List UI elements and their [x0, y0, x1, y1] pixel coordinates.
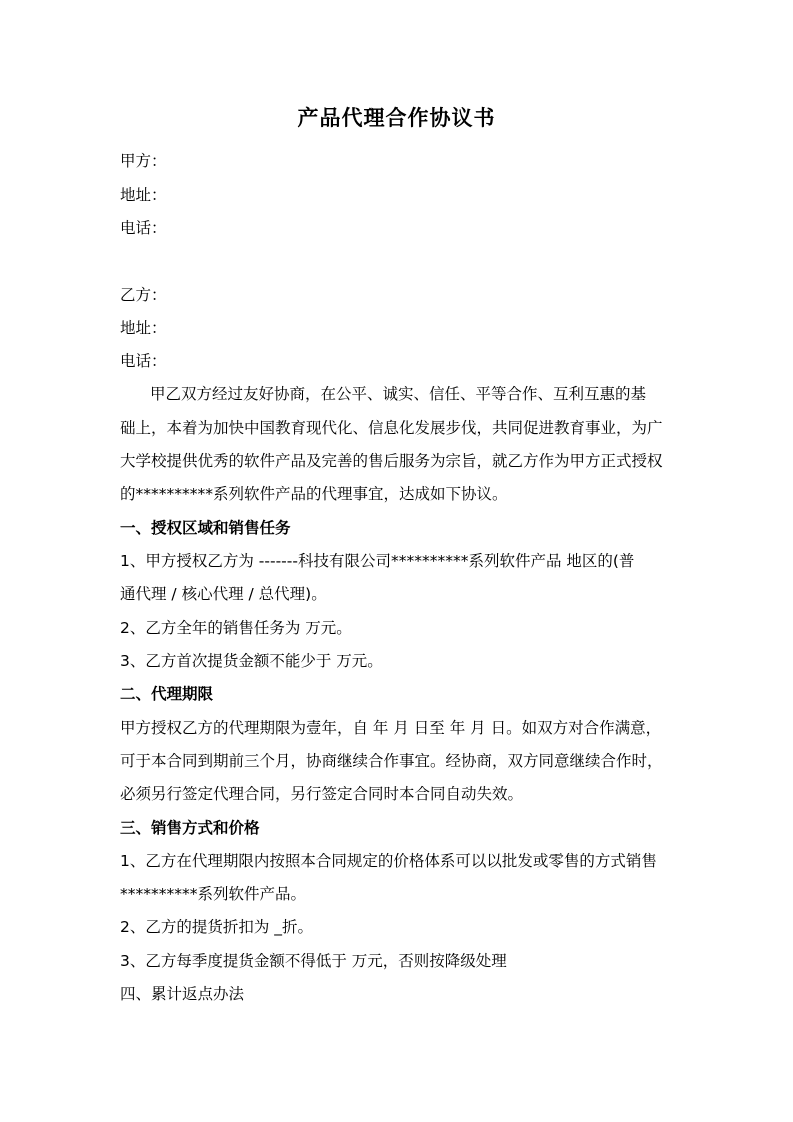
party-b-address-label: 地址：: [120, 319, 167, 337]
party-a-phone-label: 电话：: [120, 219, 167, 237]
party-b-phone-label: 电话：: [120, 352, 167, 370]
section-3-line: 2、乙方的提货折扣为 _折。: [120, 918, 314, 936]
section-3-line: 3、乙方每季度提货金额不得低于 万元，否则按降级处理: [120, 952, 507, 970]
party-a-address-label: 地址：: [120, 186, 167, 204]
section-1-line: 通代理 / 核心代理 / 总代理)。: [120, 585, 327, 603]
section-3-line: **********系列软件产品。: [120, 885, 307, 903]
party-b-name-label: 乙方：: [120, 286, 167, 304]
section-1-line: 1、甲方授权乙方为 -------科技有限公司**********系列软件产品 地区的(普: [120, 552, 635, 570]
intro-paragraph-line: 础上，本着为加快中国教育现代化、信息化发展步伐，共同促进教育事业，为广: [120, 419, 663, 437]
section-3-line: 1、乙方在代理期限内按照本合同规定的价格体系可以以批发或零售的方式销售: [120, 852, 657, 870]
section-3-heading: 三、销售方式和价格: [120, 819, 260, 837]
intro-paragraph-line: 甲乙双方经过友好协商，在公平、诚实、信任、平等合作、互利互惠的基: [150, 385, 647, 403]
document-title: 产品代理合作协议书: [297, 105, 496, 130]
section-4-heading: 四、累计返点办法: [120, 985, 245, 1003]
section-1-line: 2、乙方全年的销售任务为 万元。: [120, 619, 352, 637]
section-1-heading: 一、授权区域和销售任务: [120, 519, 291, 537]
section-1-line: 3、乙方首次提货金额不能少于 万元。: [120, 652, 383, 670]
section-2-heading: 二、代理期限: [120, 685, 214, 703]
intro-paragraph-line: 大学校提供优秀的软件产品及完善的售后服务为宗旨，就乙方作为甲方正式授权: [120, 452, 663, 470]
section-2-line: 必须另行签定代理合同，另行签定合同时本合同自动失效。: [120, 785, 524, 803]
party-a-name-label: 甲方：: [120, 152, 167, 170]
section-2-line: 可于本合同到期前三个月，协商继续合作事宜。经协商，双方同意继续合作时，: [120, 752, 663, 770]
section-2-line: 甲方授权乙方的代理期限为壹年，自 年 月 日至 年 月 日。如双方对合作满意，: [120, 719, 662, 737]
intro-paragraph-line: 的**********系列软件产品的代理事宜，达成如下协议。: [120, 485, 508, 503]
